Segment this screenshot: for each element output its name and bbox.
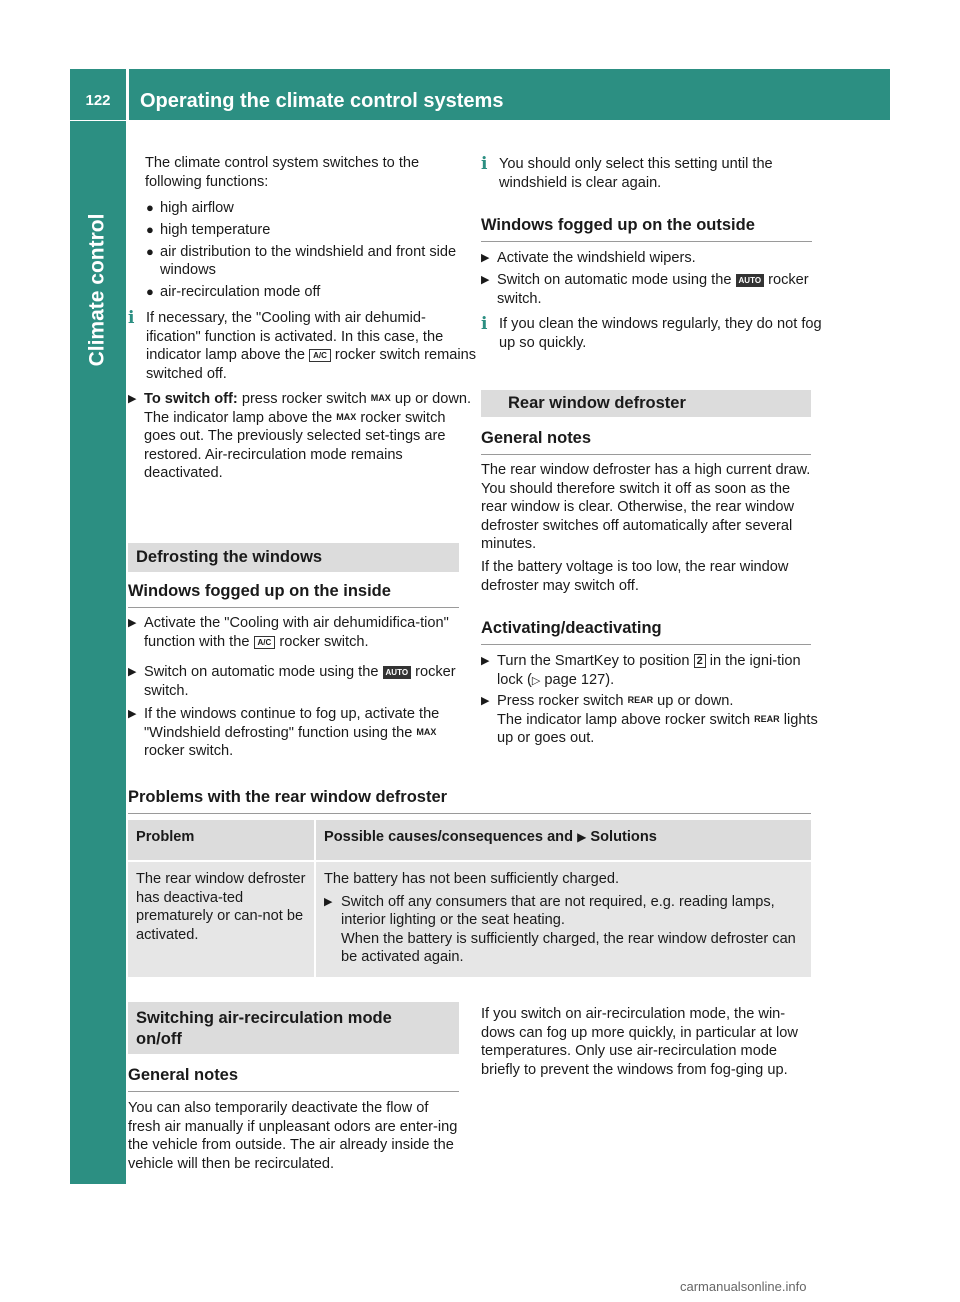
list-item: ● air distribution to the windshield and front side windows [146,244,457,278]
arrow-icon: ▶ [128,666,137,678]
info-icon: i [128,308,135,328]
col-header-solutions: Possible causes/consequences and ▶ Solutions [315,820,811,861]
step-outside-2: ▶ Switch on automatic mode using the AUTO rocker switch. [481,272,809,307]
rear-defrost-icon: REAR [754,713,780,724]
general-notes-p1: The rear window defroster has a high current draw. You should therefore switch it off as soon as the rear window is clear. Otherwise, the rear window defroster switches off automatically after several minutes. [481,462,811,553]
function-list [145,199,459,305]
list-item: ● high airflow [146,200,234,216]
arrow-icon: ▶ [481,274,490,286]
subheading-outside: Windows fogged up on the outside [481,215,812,242]
header-divider [126,69,129,120]
section-heading-rear-defroster: Rear window defroster [481,390,811,417]
step-activate-1: ▶ Turn the SmartKey to position 2 in the igni-tion lock (▷ page 127). [481,653,801,688]
subheading-recirc-general: General notes [128,1065,459,1092]
ac-icon: A/C [254,636,276,649]
problems-table [128,820,811,977]
arrow-icon: ▶ [128,708,137,720]
subheading-general-notes: General notes [481,428,811,455]
section-heading-defrosting: Defrosting the windows [128,543,459,572]
arrow-icon: ▶ [481,695,490,707]
solution-step: ▶ Switch off any consumers that are not required, e.g. reading lamps, interior lighting or the seat heating. When the battery is sufficiently charged, the rear window defroster can be activated again. [324,893,796,966]
info-icon: i [481,154,488,174]
general-notes-p2: If the battery voltage is too low, the rear window defroster may switch off. [481,559,789,594]
page-title: Operating the climate control systems [140,90,504,112]
ac-icon: A/C [309,349,331,362]
arrow-icon: ▶ [577,830,587,844]
auto-icon: AUTO [736,274,765,287]
col-header-problem: Problem [128,820,315,861]
subheading-inside: Windows fogged up on the inside [128,581,459,608]
cell-problem: The rear window defroster has deactiva-ted prematurely or can-not be activated. [128,861,315,977]
bullet-icon: ● [146,200,154,215]
step-inside-2: ▶ Switch on automatic mode using the AUTO rocker switch. [128,664,456,699]
auto-icon: AUTO [383,666,412,679]
table-header-row [128,820,811,861]
defrost-max-icon: MAX [370,393,391,403]
info-note-windshield: i You should only select this setting until the windshield is clear again. [481,154,773,191]
step-switch-off: ▶ To switch off: press rocker switch MAX up or down. The indicator lamp above the MAX rocker switch goes out. The previously selected set-tings are restored. Air-recirculation mode remains deactivated. [128,391,472,482]
intro-text: The climate control system switches to the following functions: [145,155,420,190]
recirc-general-text: You can also temporarily deactivate the flow of fresh air manually if unpleasant odors are enter-ing the vehicle from outside. The air already inside the vehicle will then be recirculated. [128,1100,458,1172]
list-item: ● high temperature [146,222,271,238]
arrow-icon: ▶ [324,895,333,908]
info-icon: i [481,314,488,334]
info-note-dehumid: i If necessary, the "Cooling with air dehumid-ification" function is activated. In this case, the indicator lamp above the A/C rocker switch remains switched off. [128,308,477,382]
position-2-icon: 2 [694,654,706,668]
rear-defrost-icon: REAR [627,695,654,705]
bullet-icon: ● [146,244,154,259]
arrow-icon: ▶ [481,655,490,667]
step-outside-1: ▶ Activate the windshield wipers. [481,250,696,266]
subheading-activating: Activating/deactivating [481,618,811,645]
step-inside-3: ▶ If the windows continue to fog up, activate the "Windshield defrosting" function using the MAX rocker switch. [128,706,440,760]
step-activate-2: ▶ Press rocker switch REAR up or down. The indicator lamp above rocker switch REAR lights up or goes out. [481,693,818,747]
defrost-max-icon: MAX [416,726,437,737]
step-inside-1: ▶ Activate the "Cooling with air dehumidifica-tion" function with the A/C rocker switch. [128,615,449,650]
page-ref-arrow-icon: ▷ [531,674,541,687]
table-row [128,861,811,977]
arrow-icon: ▶ [481,252,490,264]
arrow-icon: ▶ [128,617,137,629]
defrost-max-icon: MAX [336,411,357,422]
cell-solution: The battery has not been sufficiently charged. ▶ Switch off any consumers that are not required, e.g. reading lamps, interior lighting or the seat heating. When the battery is sufficiently charged, the rear window defroster can be activated again. [315,861,811,977]
list-item: ● air-recirculation mode off [146,284,321,300]
bullet-icon: ● [146,284,154,299]
sidebar-label-wrap [80,160,116,420]
page-number: 122 [85,92,111,109]
recirc-right-text: If you switch on air-recirculation mode, the win-dows can fog up more quickly, in particular at low temperatures. Only use air-recirculation mode briefly to prevent the windows from fog-ging up. [481,1006,798,1078]
watermark: carmanualsonline.info [680,1279,807,1294]
subheading-problems: Problems with the rear window defroster [128,787,811,814]
sidebar-label: Climate control [85,213,109,367]
arrow-icon: ▶ [128,393,137,405]
section-heading-recirculation: Switching air-recirculation mode on/off [128,1002,459,1054]
bullet-icon: ● [146,222,154,237]
info-note-clean: i If you clean the windows regularly, they do not fog up so quickly. [481,314,822,351]
